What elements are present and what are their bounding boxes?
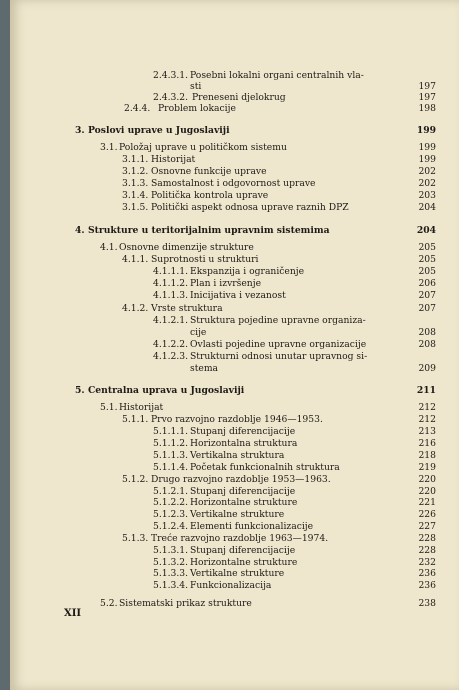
toc-entry	[10, 70, 459, 81]
toc-entry-page: 198	[418, 103, 436, 114]
toc-entry	[10, 278, 459, 289]
toc-entry	[10, 339, 459, 350]
toc-entry-page: 211	[416, 385, 436, 396]
toc-entry-number: 3.1.5.	[122, 202, 149, 213]
toc-entry-title: Politička kontrola uprave	[151, 190, 269, 201]
toc-entry-page: 212	[418, 414, 436, 425]
toc-entry-page: 238	[418, 598, 436, 609]
toc-entry	[10, 142, 459, 153]
toc-entry	[10, 190, 459, 201]
dot-leader	[300, 450, 396, 461]
toc-entry-title: Historijat	[151, 154, 196, 165]
toc-entry	[10, 242, 459, 253]
toc-entry-page: 207	[418, 303, 436, 314]
toc-entry	[10, 315, 459, 326]
toc-entry	[10, 125, 459, 136]
toc-entry-title: Poslovi uprave u Jugoslaviji	[88, 125, 230, 136]
toc-entry	[10, 580, 459, 591]
toc-entry-page: 205	[418, 266, 436, 277]
toc-entry-number: 5.1.1.2.	[153, 438, 189, 449]
toc-entry-number: 4.	[75, 225, 85, 236]
toc-entry-page: 228	[418, 545, 436, 556]
toc-entry	[10, 474, 459, 485]
toc-entry-number: 5.1.1.1.	[153, 426, 189, 437]
toc-entry-page: 208	[418, 339, 436, 350]
toc-entry	[10, 266, 459, 277]
dot-leader	[236, 363, 396, 374]
dot-leader	[230, 327, 396, 338]
toc-entry-title: stema	[190, 363, 219, 374]
dot-leader	[286, 580, 396, 591]
toc-entry-number: 4.1.1.3.	[153, 290, 189, 301]
toc-entry-page: 220	[418, 474, 436, 485]
toc-entry-title: Horizontalne strukture	[190, 557, 298, 568]
toc-entry	[10, 438, 459, 449]
toc-entry-title: Položaj uprave u političkom sistemu	[119, 142, 287, 153]
toc-entry	[10, 254, 459, 265]
toc-entry-title: cije	[190, 327, 207, 338]
toc-entry	[10, 363, 459, 374]
toc-entry-title: Centralna uprava u Jugoslaviji	[88, 385, 245, 396]
toc-entry	[10, 327, 459, 338]
toc-entry-number: 3.1.3.	[122, 178, 149, 189]
dot-leader	[268, 385, 396, 396]
toc-entry-number: 5.1.2.2.	[153, 497, 189, 508]
toc-entry-page: 212	[418, 402, 436, 413]
toc-entry-page: 236	[418, 568, 436, 579]
dot-leader	[310, 290, 396, 301]
toc-entry	[10, 568, 459, 579]
toc-entry	[10, 545, 459, 556]
page-number-footer: XII	[64, 608, 82, 619]
dot-leader	[236, 154, 396, 165]
toc-entry-title: Struktura pojedine upravne organiza-	[190, 315, 366, 326]
toc-entry	[10, 402, 459, 413]
toc-entry-page: 209	[418, 363, 436, 374]
toc-entry	[10, 497, 459, 508]
toc-entry	[10, 533, 459, 544]
toc-entry	[10, 166, 459, 177]
toc-entry-page: 208	[418, 327, 436, 338]
toc-entry-title: sti	[190, 81, 202, 92]
toc-entry-number: 5.1.2.1.	[153, 486, 189, 497]
toc-entry-number: 5.	[75, 385, 85, 396]
toc-entry	[10, 303, 459, 314]
toc-entry-title: Drugo razvojno razdoblje 1953—1963.	[151, 474, 331, 485]
toc-entry	[10, 81, 459, 92]
toc-entry-page: 219	[418, 462, 436, 473]
toc-entry-title: Vrste struktura	[151, 303, 223, 314]
book-page	[10, 0, 459, 690]
dot-leader	[338, 521, 396, 532]
toc-entry-page: 228	[418, 533, 436, 544]
toc-entry-number: 5.1.2.3.	[153, 509, 189, 520]
dot-leader	[322, 266, 396, 277]
toc-entry-number: 3.1.2.	[122, 166, 149, 177]
toc-entry	[10, 103, 459, 114]
dot-leader	[272, 103, 396, 114]
toc-entry-title: Strukture u teritorijalnim upravnim sistemima	[88, 225, 330, 236]
toc-entry-title: Elementi funkcionalizacije	[190, 521, 314, 532]
toc-entry	[10, 225, 459, 236]
toc-entry-number: 4.1.2.2.	[153, 339, 189, 350]
toc-entry-title: Stupanj diferencijacije	[190, 426, 296, 437]
toc-entry-page: 204	[418, 202, 436, 213]
toc-entry-page: 207	[418, 290, 436, 301]
toc-entry-number: 5.1.	[100, 402, 118, 413]
toc-entry-page: 199	[418, 154, 436, 165]
toc-entry-number: 3.1.	[100, 142, 118, 153]
dot-leader	[310, 190, 396, 201]
toc-entry-page: 206	[418, 278, 436, 289]
dot-leader	[290, 166, 396, 177]
toc-entry-number: 5.1.2.	[122, 474, 149, 485]
dot-leader	[278, 278, 396, 289]
toc-entry-page: 199	[418, 142, 436, 153]
toc-entry	[10, 509, 459, 520]
toc-entry-title: Horizontalne strukture	[190, 497, 298, 508]
toc-entry-title: Posebni lokalni organi centralnih vla-	[190, 70, 364, 81]
toc-entry-title: Ovlasti pojedine upravne organizacije	[190, 339, 367, 350]
toc-entry-title: Treće razvojno razdoblje 1963—1974.	[151, 533, 329, 544]
toc-entry-page: 204	[416, 225, 436, 236]
toc-entry-page: 202	[418, 166, 436, 177]
toc-entry	[10, 290, 459, 301]
toc-entry	[10, 154, 459, 165]
toc-entry-number: 5.1.2.4.	[153, 521, 189, 532]
toc-entry-page: 202	[418, 178, 436, 189]
toc-entry-number: 5.1.3.2.	[153, 557, 189, 568]
dot-leader	[350, 474, 396, 485]
dot-leader	[344, 533, 396, 544]
toc-entry-number: 5.1.1.4.	[153, 462, 189, 473]
toc-entry-title: Samostalnost i odgovornost uprave	[151, 178, 316, 189]
toc-entry-number: 4.1.	[100, 242, 118, 253]
toc-entry-title: Prvo razvojno razdoblje 1946—1953.	[151, 414, 323, 425]
toc-entry-page: 227	[418, 521, 436, 532]
toc-entry-number: 4.1.1.1.	[153, 266, 189, 277]
toc-entry-page: 203	[418, 190, 436, 201]
toc-entry-page: 197	[418, 92, 436, 103]
toc-entry-title: Osnovne dimenzije strukture	[119, 242, 254, 253]
toc-entry-page: 226	[418, 509, 436, 520]
toc-entry-number: 5.1.1.3.	[153, 450, 189, 461]
toc-entry-title: Vertikalne strukture	[190, 568, 285, 579]
toc-entry-title: Problem lokacije	[158, 103, 236, 114]
toc-entry-title: Strukturni odnosi unutar upravnog si-	[190, 351, 368, 362]
toc-entry-title: Plan i izvršenje	[190, 278, 262, 289]
toc-entry-number: 5.1.3.	[122, 533, 149, 544]
dot-leader	[264, 125, 396, 136]
toc-entry	[10, 486, 459, 497]
dot-leader	[356, 225, 396, 236]
toc-entry-number: 3.1.4.	[122, 190, 149, 201]
dot-leader	[306, 438, 396, 449]
toc-entry	[10, 557, 459, 568]
toc-entry-title: Vertikalna struktura	[190, 450, 285, 461]
dot-leader	[300, 568, 396, 579]
dot-leader	[304, 557, 396, 568]
toc-entry-number: 2.4.3.1.	[153, 70, 189, 81]
toc-entry	[10, 462, 459, 473]
toc-entry-title: Suprotnosti u strukturi	[151, 254, 259, 265]
toc-entry-title: Vertikalne strukture	[190, 509, 285, 520]
dot-leader	[188, 402, 396, 413]
toc-entry-title: Politički aspekt odnosa uprave raznih DPZ	[151, 202, 349, 213]
toc-entry-title: Početak funkcionalnih struktura	[190, 462, 340, 473]
toc-entry-number: 5.1.3.4.	[153, 580, 189, 591]
dot-leader	[246, 303, 396, 314]
toc-entry-number: 5.2.	[100, 598, 118, 609]
toc-entry-title: Preneseni djelokrug	[192, 92, 286, 103]
toc-entry	[10, 92, 459, 103]
dot-leader	[236, 81, 396, 92]
dot-leader	[318, 486, 396, 497]
toc-entry	[10, 202, 459, 213]
toc-entry-title: Osnovne funkcije uprave	[151, 166, 267, 177]
dot-leader	[288, 254, 396, 265]
dot-leader	[356, 178, 396, 189]
toc-entry-page: 205	[418, 242, 436, 253]
toc-entry-number: 2.4.3.2.	[153, 92, 189, 103]
dot-leader	[310, 92, 396, 103]
toc-entry-number: 3.1.1.	[122, 154, 149, 165]
toc-entry-page: 197	[418, 81, 436, 92]
toc-entry	[10, 521, 459, 532]
toc-entry-title: Funkcionalizacija	[190, 580, 272, 591]
toc-entry	[10, 178, 459, 189]
toc-entry-number: 4.1.2.3.	[153, 351, 189, 362]
dot-leader	[318, 545, 396, 556]
toc-entry-title: Historijat	[119, 402, 164, 413]
toc-entry-number: 5.1.3.1.	[153, 545, 189, 556]
toc-entry	[10, 385, 459, 396]
dot-leader	[318, 426, 396, 437]
toc-entry-number: 4.1.2.	[122, 303, 149, 314]
toc-entry-title: Horizontalna struktura	[190, 438, 298, 449]
dot-leader	[354, 462, 396, 473]
toc-entry-number: 5.1.3.3.	[153, 568, 189, 579]
toc-entry-number: 2.4.4.	[124, 103, 151, 114]
toc-entry	[10, 414, 459, 425]
toc-entry-number: 5.1.1.	[122, 414, 149, 425]
toc-entry-page: 232	[418, 557, 436, 568]
toc-entry-page: 218	[418, 450, 436, 461]
dot-leader	[268, 598, 396, 609]
toc-entry	[10, 351, 459, 362]
toc-entry-title: Sistematski prikaz strukture	[119, 598, 252, 609]
toc-entry-page: 221	[418, 497, 436, 508]
toc-entry-number: 4.1.1.	[122, 254, 149, 265]
toc-entry-title: Ekspanzija i ograničenje	[190, 266, 305, 277]
toc-entry	[10, 450, 459, 461]
toc-entry-page: 213	[418, 426, 436, 437]
toc-entry-page: 199	[416, 125, 436, 136]
dot-leader	[314, 242, 396, 253]
toc-entry-number: 4.1.2.1.	[153, 315, 189, 326]
dot-leader	[346, 414, 396, 425]
toc-entry-page: 220	[418, 486, 436, 497]
toc-entry-title: Inicijativa i vezanost	[190, 290, 286, 301]
toc-entry-page: 205	[418, 254, 436, 265]
toc-entry	[10, 426, 459, 437]
dot-leader	[300, 509, 396, 520]
toc-entry-title: Stupanj diferencijacije	[190, 545, 296, 556]
dot-leader	[304, 497, 396, 508]
toc-entry-title: Stupanj diferencijacije	[190, 486, 296, 497]
toc-entry-page: 216	[418, 438, 436, 449]
dot-leader	[312, 142, 396, 153]
toc-entry-number: 4.1.1.2.	[153, 278, 189, 289]
toc-entry-number: 3.	[75, 125, 85, 136]
toc-entry-page: 236	[418, 580, 436, 591]
